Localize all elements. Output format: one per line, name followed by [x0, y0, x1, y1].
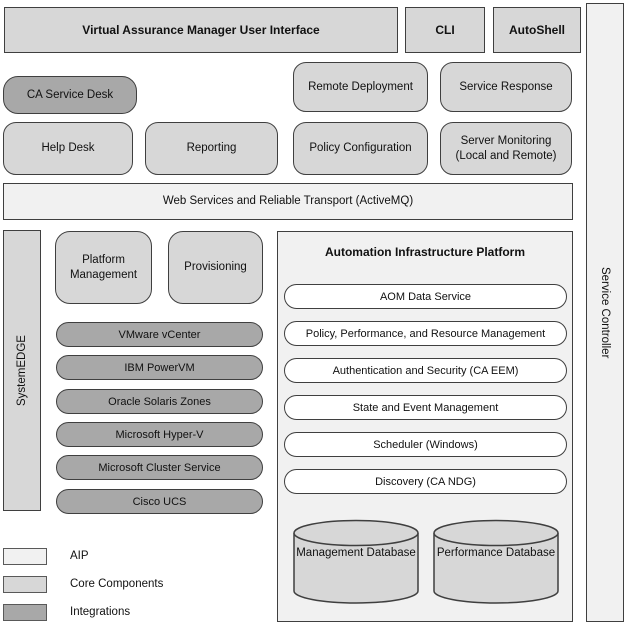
- remote-deployment-box: Remote Deployment: [293, 62, 428, 112]
- service-response-box: Service Response: [440, 62, 572, 112]
- integration-pill-cisco-ucs: Cisco UCS: [56, 489, 263, 514]
- server-monitoring-box: Server Monitoring (Local and Remote): [440, 122, 572, 175]
- management-database-cylinder: [293, 519, 419, 605]
- vam-user-interface-box: Virtual Assurance Manager User Interface: [4, 7, 398, 53]
- cli-box: CLI: [405, 7, 485, 53]
- provisioning-box: Provisioning: [168, 231, 263, 304]
- systemedge-strip: [3, 230, 41, 511]
- legend-label-aip: AIP: [70, 550, 89, 562]
- integration-pill-vmware-vcenter: VMware vCenter: [56, 322, 263, 347]
- legend-swatch-core-components: [3, 576, 47, 593]
- legend-swatch-aip: [3, 548, 47, 565]
- integration-pill-microsoft-cluster-service: Microsoft Cluster Service: [56, 455, 263, 480]
- ca-service-desk-box: CA Service Desk: [3, 76, 137, 114]
- aip-service-authentication-security: Authentication and Security (CA EEM): [284, 358, 567, 383]
- legend-label-integrations: Integrations: [70, 606, 131, 618]
- aip-service-aom-data-service: AOM Data Service: [284, 284, 567, 309]
- platform-management-box: Platform Management: [55, 231, 152, 304]
- legend-swatch-integrations: [3, 604, 47, 621]
- integration-pill-oracle-solaris-zones: Oracle Solaris Zones: [56, 389, 263, 414]
- service-controller-label: Service Controller: [599, 266, 611, 359]
- aip-title: Automation Infrastructure Platform: [324, 245, 525, 259]
- aip-service-state-event-management: State and Event Management: [284, 395, 567, 420]
- integration-pill-ibm-powervm: IBM PowerVM: [56, 355, 263, 380]
- web-services-transport-bar: Web Services and Reliable Transport (ActiveMQ): [3, 183, 573, 220]
- management-database-label: Management Database: [296, 547, 416, 559]
- automation-infrastructure-platform-container: [277, 231, 573, 622]
- legend-label-core-components: Core Components: [70, 578, 164, 590]
- performance-database-label: Performance Database: [436, 547, 556, 559]
- aip-service-scheduler: Scheduler (Windows): [284, 432, 567, 457]
- help-desk-box: Help Desk: [3, 122, 133, 175]
- policy-configuration-box: Policy Configuration: [293, 122, 428, 175]
- aip-service-discovery: Discovery (CA NDG): [284, 469, 567, 494]
- aip-service-policy-performance-resource-management: Policy, Performance, and Resource Management: [284, 321, 567, 346]
- reporting-box: Reporting: [145, 122, 278, 175]
- autoshell-box: AutoShell: [493, 7, 581, 53]
- integration-pill-microsoft-hyper-v: Microsoft Hyper-V: [56, 422, 263, 447]
- systemedge-label: SystemEDGE: [16, 335, 28, 406]
- performance-database-cylinder: [433, 519, 559, 605]
- service-controller-strip: [586, 3, 624, 622]
